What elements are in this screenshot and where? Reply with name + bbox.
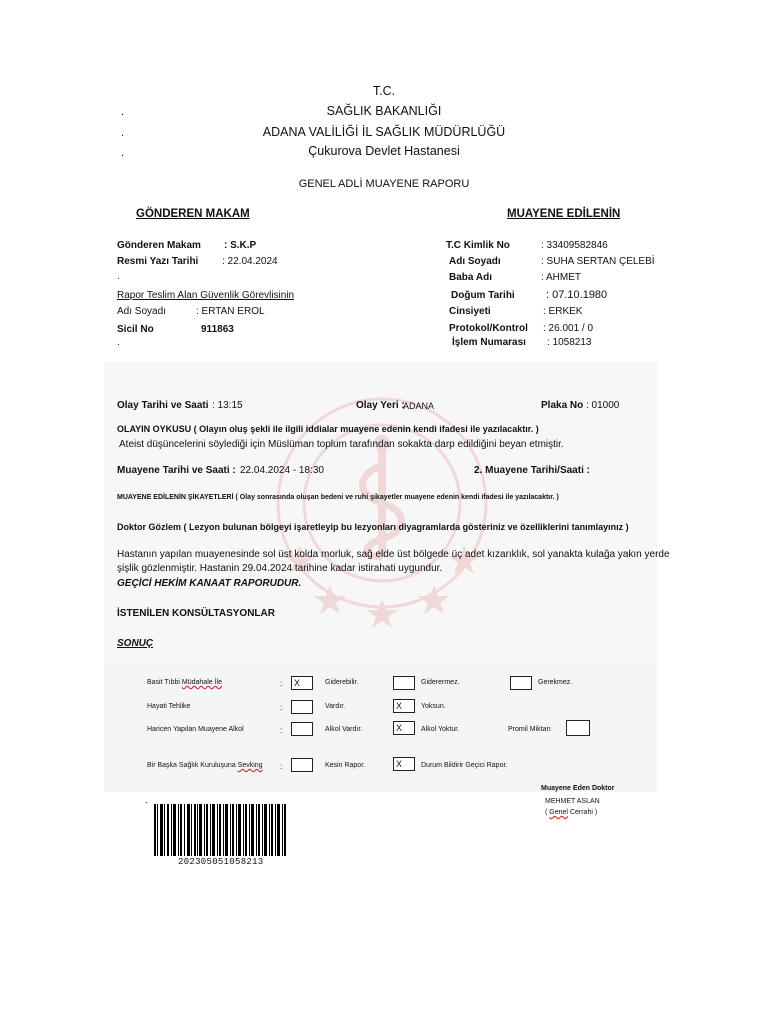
row1-opt2: Giderermez. [421,679,460,686]
header-ministry: SAĞLIK BAKANLIĞI [326,104,442,118]
gecici-note: GEÇİCİ HEKİM KANAAT RAPORUDUR. [117,578,302,589]
konsultasyon-heading: İSTENİLEN KONSÜLTASYONLAR [117,608,275,619]
checkbox-kesin-rapor[interactable] [291,758,313,772]
row4-colon: : [280,762,283,771]
checkbox-alkol-yoktur[interactable]: X [393,721,415,735]
patient-heading: MUAYENE EDİLENİN [507,208,621,220]
ministry-seal-watermark [270,385,495,630]
sender-dot: . [117,271,120,282]
gonderen-makam-value: : S.K.P [224,240,257,251]
row3-colon: : [280,726,283,735]
checkbox-gideremez[interactable] [393,676,415,690]
row1-opt1: Giderebilir. [325,679,359,686]
barcode-number: 202305051058213 [178,857,264,867]
row3-opt2: Alkol Yoktur. [421,726,460,733]
olay-yeri-label: Olay Yeri : [356,400,405,411]
ad-label: Adı Soyadı [449,256,501,267]
checkbox-giderebilir[interactable]: X [291,676,313,690]
islem-value: : 1058213 [547,337,592,348]
checkbox-gerekmez[interactable] [510,676,532,690]
sicil-label: Sicil No [117,324,154,335]
cinsiyet-value: : ERKEK [543,306,583,317]
sonuc-heading: SONUÇ [117,638,154,649]
header-tc: T.C. [372,84,396,98]
row1-opt3: Gerekmez. [538,679,573,686]
gozlem-heading: Doktor Gözlem ( Lezyon bulunan bölgeyi işaretleyip bu lezyonları diyagramlarda gösteriniz ve özelliklerini tanımlayınız ) [117,522,629,532]
row3-label: Haricen Yapılan Muayene Alkol [147,726,244,733]
checkbox-hayati-vardir[interactable] [291,700,313,714]
oykusu-heading: OLAYIN OYKUSU ( Olayın oluş şekli ile ilgili iddialar muayene edenin kendi ifadesi ile yazılacaktır. ) [117,424,539,434]
checkbox-gecici-rapor[interactable]: X [393,757,415,771]
sender-heading: GÖNDEREN MAKAM [136,208,250,220]
row2-opt2: Yoksun. [421,703,446,710]
checkbox-alkol-vardir[interactable] [291,722,313,736]
header-dot-2: . [121,127,125,139]
cinsiyet-label: Cinsiyeti [449,306,491,317]
row4-opt2: Durum Bildirir Geçici Rapor. [421,762,508,769]
sender-dot-2: . [117,337,120,348]
row1-label: Basit Tıbbi Müdahale İle [147,679,222,686]
barcode-dot: . [145,795,148,806]
promil-input[interactable] [566,720,590,736]
header-directorate: ADANA VALİLİĞİ İL SAĞLIK MÜDÜRLÜĞÜ [262,125,506,139]
checkbox-hayati-yoktur[interactable]: X [393,699,415,713]
header-hospital: Çukurova Devlet Hastanesi [308,144,460,158]
signature-role: ( Genel Cerrahi ) [545,809,598,816]
sikayet-heading: MUAYENE EDİLENİN ŞİKAYETLERİ ( Olay sonrasında oluşan bedeni ve ruhi şikayetler muayene edenin kendi ifadesi ile yazılacaktır. ) [117,494,559,501]
ad-soyad-label: Adı Soyadı [117,306,166,317]
gozlem-text-2: şişlik gözlenmiştir. Hastanin 29.04.2024 tarihine kadar istirahati uygundur. [117,563,443,574]
signature-name: MEHMET ASLAN [545,798,600,805]
header-dot-3: . [121,147,125,159]
protokol-value: : 26.001 / 0 [543,323,594,334]
resmi-yazi-label: Resmi Yazı Tarihi [117,256,199,267]
olay-tarihi-value: : 13:15 [212,400,243,411]
row4-label: Bir Başka Sağlık Kuruluşuna Sevking [147,762,263,769]
ad-soyad-value: : ERTAN EROL [196,306,265,317]
olay-tarihi-label: Olay Tarihi ve Saati [117,400,209,411]
signature-title: Muayene Eden Doktor [541,785,615,792]
row3-opt3: Promil Miktarı [508,726,551,733]
protokol-label: Protokol/Kontrol [449,323,528,334]
row2-colon: : [280,703,283,712]
islem-label: İşlem Numarası [452,337,526,348]
ad-value: : SUHA SERTAN ÇELEBİ [541,256,655,267]
row3-opt1: Alkol Vardır. [325,726,363,733]
olay-yeri-value: ADANA [403,401,435,411]
dogum-value: : 07.10.1980 [546,289,608,301]
plaka-value: : 01000 [586,400,620,411]
muayene2-label: 2. Muayene Tarihi/Saati : [474,465,590,476]
barcode-image [154,804,286,856]
row2-label: Hayati Tehlike [147,703,191,710]
sicil-value: 911863 [201,324,234,335]
row4-opt1: Kesin Rapor. [325,762,366,769]
teslim-heading: Rapor Teslim Alan Güvenlik Görevlisinin [117,290,295,301]
muayene-tarihi-value: 22.04.2024 - 18:30 [240,465,324,476]
row2-opt1: Vardır. [325,703,346,710]
report-title: GENEL ADLİ MUAYENE RAPORU [298,178,470,190]
muayene-tarihi-label: Muayene Tarihi ve Saati : [117,465,236,476]
header-dot-1: . [121,106,125,118]
tc-value: : 33409582846 [541,240,608,251]
baba-value: : AHMET [541,272,582,283]
row1-colon: : [280,679,283,688]
dogum-label: Doğum Tarihi [451,290,515,301]
resmi-yazi-value: : 22.04.2024 [222,256,278,267]
tc-label: T.C Kimlik No [446,240,510,251]
gozlem-text-1: Hastanın yapılan muayenesinde sol üst kolda morluk, sağ elde üst bölgede üç adet kızarıklık, sol yanakta kulağa yakın yerde [117,549,670,560]
plaka-label: Plaka No [541,400,584,411]
gonderen-makam-label: Gönderen Makam [117,240,201,251]
oykusu-text: Ateist düşüncelerini söylediği için Müslüman toplum tarafından sokakta darp edildiğini beyan etmiştir. [119,439,564,450]
baba-label: Baba Adı [449,272,492,283]
